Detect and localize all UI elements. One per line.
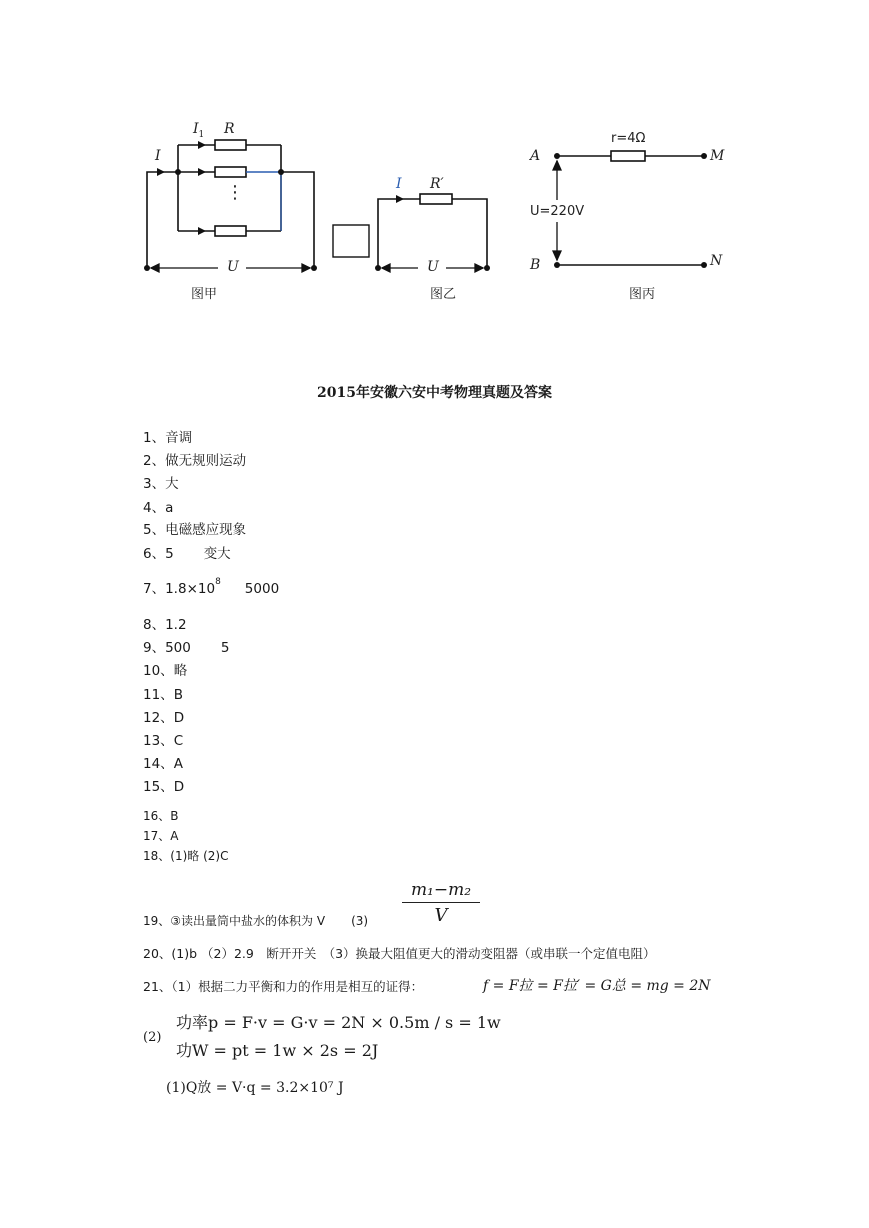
answer-11: 11、B [143, 687, 183, 703]
answer-20: 20、(1)b （2）2.9 断开开关 （3）换最大阻值更大的滑动变阻器（或串联一个定值电阻） [143, 946, 656, 961]
fig-yi-label-u: U [427, 259, 439, 275]
fraction-bar [402, 902, 480, 903]
fig-bing-label-n: N [710, 253, 723, 269]
answer-15: 15、D [143, 779, 185, 795]
answer-2: 2、做无规则运动 [143, 453, 247, 469]
fig-yi-label-i: I [396, 176, 402, 192]
answer-9: 9、500 5 [143, 640, 230, 656]
answer-16: 16、B [143, 809, 179, 823]
answer-12: 12、D [143, 710, 185, 726]
answer-21-part2-label: (2) [143, 1030, 162, 1045]
answer-13: 13、C [143, 733, 184, 749]
answer-21-formula-2b: 功W = pt = 1w × 2s = 2J [176, 1041, 379, 1060]
fig-yi-caption: 图乙 [430, 287, 457, 302]
answer-6: 6、5 变大 [143, 546, 231, 562]
answer-18: 18、(1)略 (2)C [143, 849, 229, 863]
answer-19-fraction [402, 880, 480, 926]
answer-10: 10、略 [143, 663, 188, 679]
fraction-numerator: m₁−m₂ [410, 880, 472, 900]
answer-5: 5、电磁感应现象 [143, 522, 247, 538]
circuit-figures [0, 0, 869, 320]
fig-bing-label-b: B [530, 257, 541, 273]
fig-bing-label-m: M [710, 148, 725, 164]
fig-bing-label-u: U=220V [530, 204, 585, 219]
answer-21-formula-2a: 功率p = F·v = G·v = 2N × 0.5m / s = 1w [176, 1013, 501, 1032]
answer-8: 8、1.2 [143, 617, 187, 633]
answer-4: 4、a [143, 500, 174, 516]
answer-19: 19、③读出量筒中盐水的体积为 V (3) [143, 914, 369, 928]
page-title: 2015年安徽六安中考物理真题及答案 [317, 385, 552, 401]
answer-14: 14、A [143, 756, 183, 772]
answer-1: 1、音调 [143, 430, 193, 446]
answer-21: 21、（1）根据二力平衡和力的作用是相互的证得： [143, 979, 424, 994]
fig-yi-label-r: R′ [430, 176, 444, 192]
fig-jia-label-i: I [155, 148, 161, 164]
fig-bing-label-r: r=4Ω [611, 131, 646, 146]
answer-7: 7、$1.8\times 10^8$ 5000 [143, 577, 280, 597]
fraction-denominator: V [434, 905, 448, 926]
fig-jia-caption: 图甲 [191, 287, 218, 302]
fig-jia-label-u: U [227, 259, 239, 275]
fig-jia-label-r: R [224, 121, 235, 137]
fig-jia-label-i1: $I_1$ [193, 121, 205, 140]
answer-21-formula-1: f = F拉 = F拉′ = G总 = mg = 2N [483, 978, 711, 994]
answer-17: 17、A [143, 829, 179, 843]
answer-3: 3、大 [143, 476, 179, 492]
answer-21-formula-3: (1)Q放 = V·q = 3.2×10⁷ J [166, 1080, 344, 1096]
fig-bing-label-a: A [530, 148, 541, 164]
fig-bing-caption: 图丙 [629, 287, 656, 302]
fig-jia-dots: ⋮ [226, 182, 244, 203]
